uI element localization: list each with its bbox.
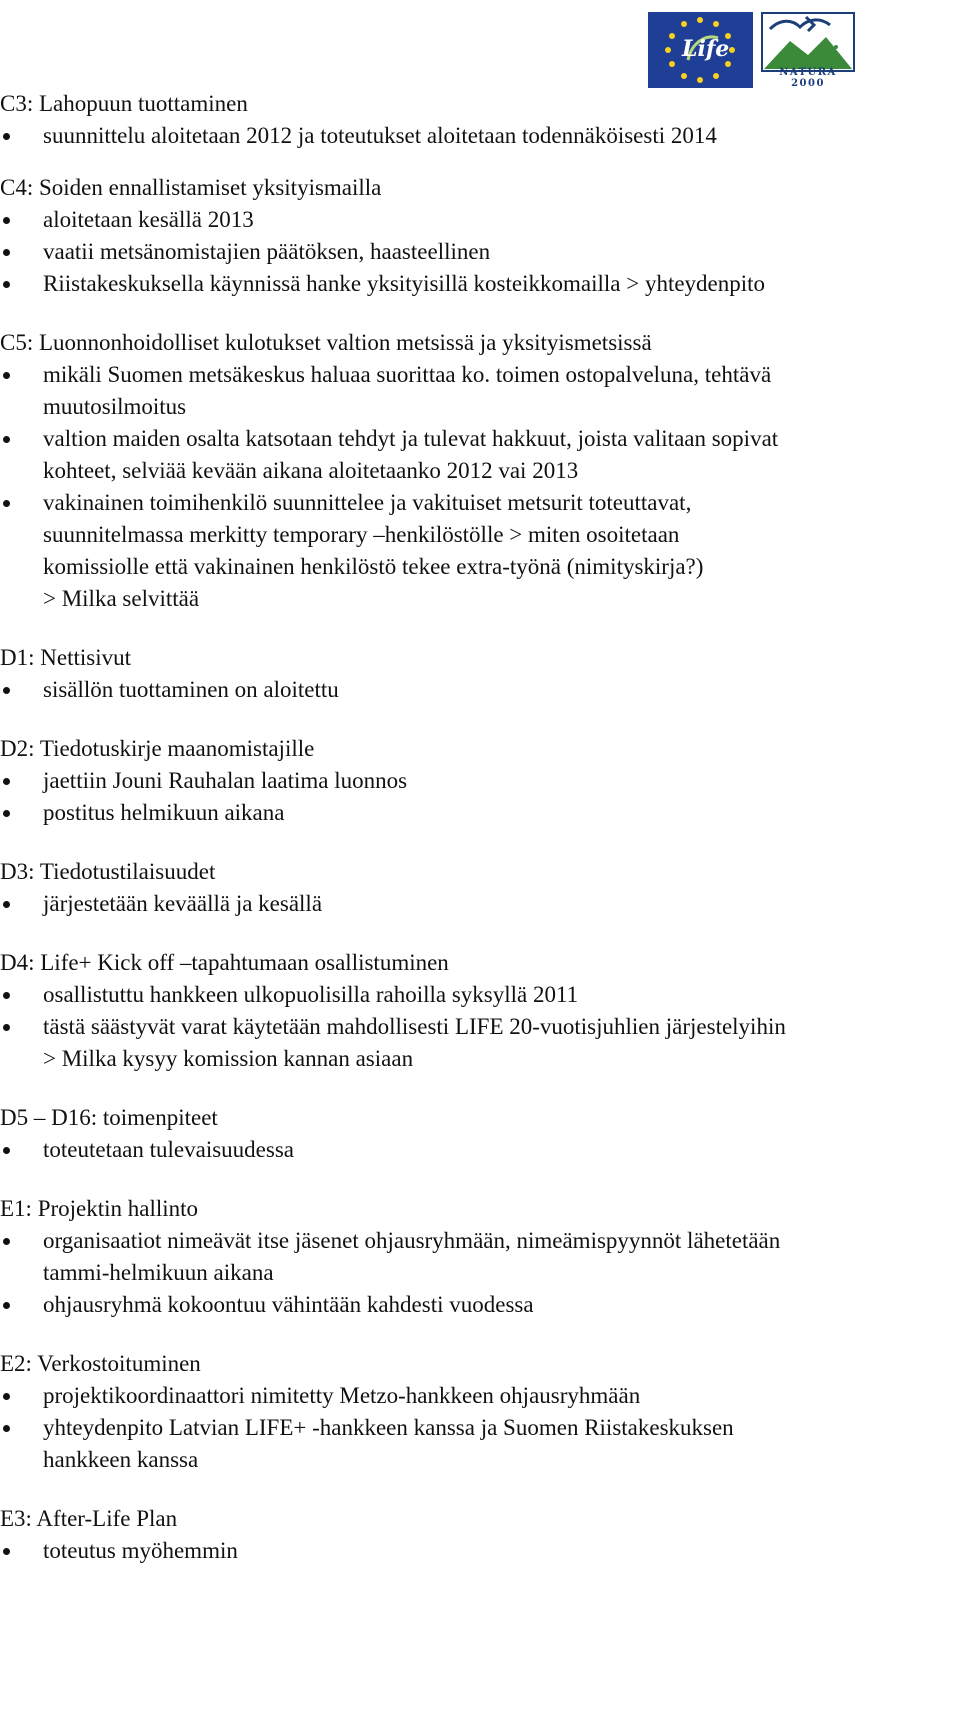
bullet-text: komissiolle että vakinainen henkilöstö tekee extra-työnä (nimityskirja?) xyxy=(43,554,704,579)
natura-2000-logo xyxy=(760,11,856,89)
section xyxy=(0,733,960,829)
bullet-item xyxy=(0,487,960,615)
bullet-item xyxy=(0,236,960,268)
header-logos xyxy=(648,11,856,89)
bullet-text: ohjausryhmä kokoontuu vähintään kahdesti vuodessa xyxy=(43,1292,534,1317)
bullet-icon xyxy=(3,1024,10,1031)
section-heading: D1: Nettisivut xyxy=(0,645,131,670)
bullet-icon xyxy=(3,436,10,443)
section xyxy=(0,1348,960,1476)
bullet-item xyxy=(0,1225,960,1289)
bullet-text: muutosilmoitus xyxy=(43,394,187,419)
bullet-text: yhteydenpito Latvian LIFE+ -hankkeen kanssa ja Suomen Riistakeskuksen xyxy=(43,1415,734,1440)
bullet-icon xyxy=(3,1425,10,1432)
bullet-text: aloitetaan kesällä 2013 xyxy=(43,207,254,232)
bullet-item xyxy=(0,204,960,236)
document-body xyxy=(0,88,960,1594)
section-heading: C5: Luonnonhoidolliset kulotukset valtion metsissä ja yksityismetsissä xyxy=(0,330,652,355)
bullet-text: suunnittelu aloitetaan 2012 ja toteutukset aloitetaan todennäköisesti 2014 xyxy=(43,123,717,148)
section xyxy=(0,1503,960,1567)
bullet-item xyxy=(0,888,960,920)
bullet-item xyxy=(0,674,960,706)
bullet-item xyxy=(0,797,960,829)
section-heading: D2: Tiedotuskirje maanomistajille xyxy=(0,736,315,761)
section-heading: C4: Soiden ennallistamiset yksityismailla xyxy=(0,175,382,200)
eu-life-logo xyxy=(648,12,753,88)
bullet-item xyxy=(0,423,960,487)
bullet-text: > Milka selvittää xyxy=(43,586,200,611)
bullet-text: suunnitelmassa merkitty temporary –henkilöstölle > miten osoitetaan xyxy=(43,522,680,547)
bullet-icon xyxy=(3,901,10,908)
section xyxy=(0,327,960,615)
bullet-item xyxy=(0,979,960,1011)
bullet-icon xyxy=(3,249,10,256)
bullet-item xyxy=(0,120,960,152)
bullet-icon xyxy=(3,281,10,288)
bullet-item xyxy=(0,1134,960,1166)
section-heading: D3: Tiedotustilaisuudet xyxy=(0,859,216,884)
bullet-icon xyxy=(3,778,10,785)
section xyxy=(0,856,960,920)
bullet-icon xyxy=(3,133,10,140)
bullet-icon xyxy=(3,810,10,817)
bullet-text: toteutetaan tulevaisuudessa xyxy=(43,1137,295,1162)
bullet-text: mikäli Suomen metsäkeskus haluaa suorittaa ko. toimen ostopalveluna, tehtävä xyxy=(43,362,772,387)
bullet-icon xyxy=(3,1393,10,1400)
bullet-text: toteutus myöhemmin xyxy=(43,1538,238,1563)
bullet-icon xyxy=(3,500,10,507)
bullet-item xyxy=(0,1412,960,1476)
bullet-text: osallistuttu hankkeen ulkopuolisilla rahoilla syksyllä 2011 xyxy=(43,982,579,1007)
bullet-text: postitus helmikuun aikana xyxy=(43,800,285,825)
bullet-text: organisaatiot nimeävät itse jäsenet ohjausryhmään, nimeämispyynnöt lähetetään xyxy=(43,1228,781,1253)
section xyxy=(0,88,960,152)
bullet-text: projektikoordinaattori nimitetty Metzo-hankkeen ohjausryhmään xyxy=(43,1383,641,1408)
section-heading: E2: Verkostoituminen xyxy=(0,1351,201,1376)
section xyxy=(0,172,960,300)
bullet-icon xyxy=(3,372,10,379)
bullet-text: tammi-helmikuun aikana xyxy=(43,1260,274,1285)
section-heading: E1: Projektin hallinto xyxy=(0,1196,199,1221)
bullet-item xyxy=(0,1380,960,1412)
bullet-item xyxy=(0,359,960,423)
bullet-icon xyxy=(3,1302,10,1309)
bullet-item xyxy=(0,1535,960,1567)
bullet-text: hankkeen kanssa xyxy=(43,1447,199,1472)
bullet-icon xyxy=(3,687,10,694)
bullet-text: jaettiin Jouni Rauhalan laatima luonnos xyxy=(43,768,408,793)
bullet-item xyxy=(0,765,960,797)
section xyxy=(0,642,960,706)
bullet-text: Riistakeskuksella käynnissä hanke yksityisillä kosteikkomailla > yhteydenpito xyxy=(43,271,766,296)
section-heading: E3: After-Life Plan xyxy=(0,1506,178,1531)
section xyxy=(0,1193,960,1321)
bullet-text: vakinainen toimihenkilö suunnittelee ja vakituiset metsurit toteuttavat, xyxy=(43,490,692,515)
section-heading: C3: Lahopuun tuottaminen xyxy=(0,91,248,116)
bullet-icon xyxy=(3,217,10,224)
bullet-icon xyxy=(3,1147,10,1154)
section xyxy=(0,1102,960,1166)
bullet-text: vaatii metsänomistajien päätöksen, haasteellinen xyxy=(43,239,491,264)
bullet-item xyxy=(0,1011,960,1075)
natura-logo-text: NATURA 2000 xyxy=(779,67,837,89)
section-heading: D5 – D16: toimenpiteet xyxy=(0,1105,218,1130)
bullet-text: järjestetään keväällä ja kesällä xyxy=(43,891,323,916)
bullet-item xyxy=(0,1289,960,1321)
bullet-text: kohteet, selviää kevään aikana aloitetaanko 2012 vai 2013 xyxy=(43,458,579,483)
section-heading: D4: Life+ Kick off –tapahtumaan osallistuminen xyxy=(0,950,449,975)
bullet-text: valtion maiden osalta katsotaan tehdyt ja tulevat hakkuut, joista valitaan sopivat xyxy=(43,426,779,451)
bullet-icon xyxy=(3,1548,10,1555)
life-logo-text: Life xyxy=(682,36,730,62)
bullet-text: tästä säästyvät varat käytetään mahdollisesti LIFE 20-vuotisjuhlien järjestelyihin xyxy=(43,1014,786,1039)
bullet-item xyxy=(0,268,960,300)
bullet-icon xyxy=(3,1238,10,1245)
bullet-icon xyxy=(3,992,10,999)
bullet-text: sisällön tuottaminen on aloitettu xyxy=(43,677,339,702)
bullet-text: > Milka kysyy komission kannan asiaan xyxy=(43,1046,414,1071)
section xyxy=(0,947,960,1075)
